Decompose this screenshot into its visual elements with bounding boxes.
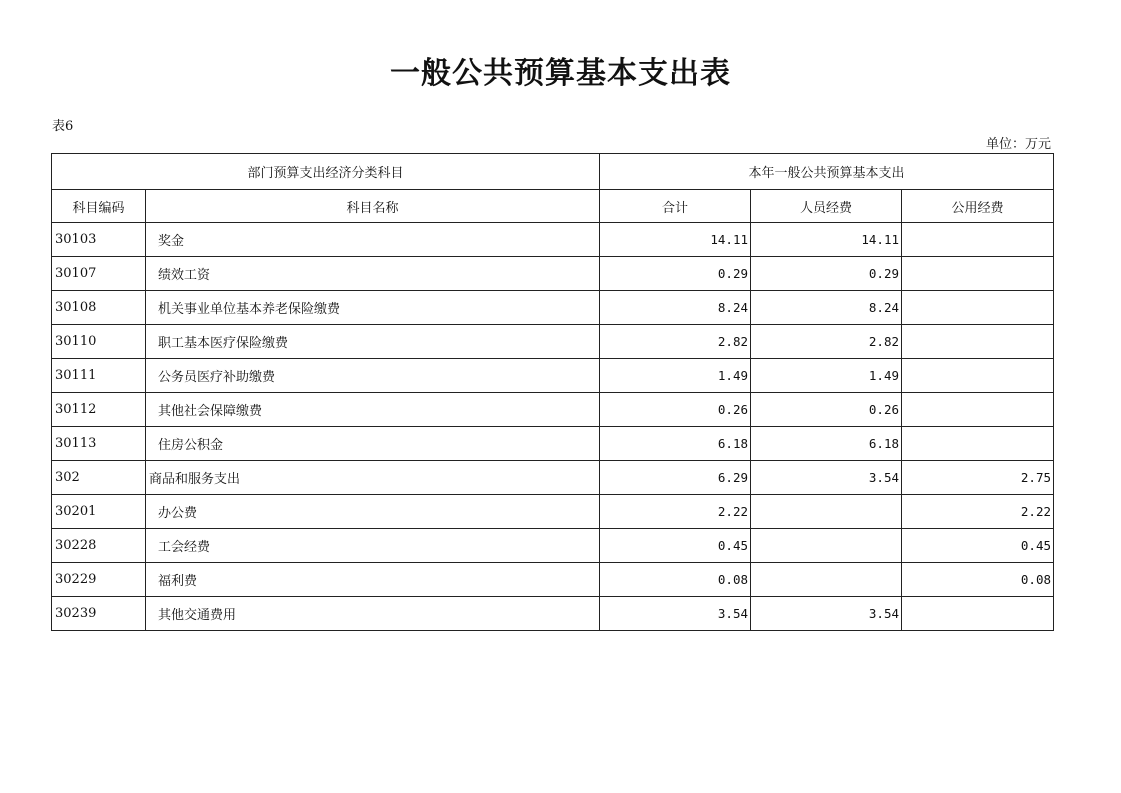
cell-name: 其他社会保障缴费 — [146, 393, 600, 427]
header-personnel: 人员经费 — [751, 190, 902, 223]
cell-total: 1.49 — [600, 359, 751, 393]
table-row — [52, 325, 1054, 359]
cell-personnel: 2.82 — [751, 325, 902, 359]
cell-code: 30239 — [52, 597, 146, 631]
table-row — [52, 257, 1054, 291]
header-subject-code: 科目编码 — [52, 190, 146, 223]
cell-code: 30111 — [52, 359, 146, 393]
cell-name: 机关事业单位基本养老保险缴费 — [146, 291, 600, 325]
cell-code: 302 — [52, 461, 146, 495]
cell-code: 30108 — [52, 291, 146, 325]
cell-total: 2.82 — [600, 325, 751, 359]
cell-name: 奖金 — [146, 223, 600, 257]
header-subject-name: 科目名称 — [146, 190, 600, 223]
table-row — [52, 393, 1054, 427]
cell-total: 6.18 — [600, 427, 751, 461]
cell-total: 8.24 — [600, 291, 751, 325]
cell-public: 2.22 — [902, 495, 1054, 529]
cell-public — [902, 223, 1054, 257]
cell-name: 公务员医疗补助缴费 — [146, 359, 600, 393]
cell-public — [902, 325, 1054, 359]
cell-personnel: 8.24 — [751, 291, 902, 325]
table-number: 表6 — [52, 119, 74, 134]
unit-label: 单位：万元 — [985, 137, 1051, 152]
cell-public — [902, 597, 1054, 631]
cell-public — [902, 427, 1054, 461]
cell-name: 其他交通费用 — [146, 597, 600, 631]
cell-name: 绩效工资 — [146, 257, 600, 291]
cell-code: 30113 — [52, 427, 146, 461]
cell-code: 30103 — [52, 223, 146, 257]
cell-code: 30228 — [52, 529, 146, 563]
header-total: 合计 — [600, 190, 751, 223]
cell-personnel: 0.29 — [751, 257, 902, 291]
table-row — [52, 291, 1054, 325]
cell-total: 0.45 — [600, 529, 751, 563]
table-row — [52, 597, 1054, 631]
table-row — [52, 529, 1054, 563]
cell-personnel — [751, 495, 902, 529]
cell-public: 0.08 — [902, 563, 1054, 597]
cell-code: 30201 — [52, 495, 146, 529]
cell-total: 14.11 — [600, 223, 751, 257]
table-row — [52, 427, 1054, 461]
header-group-classification: 部门预算支出经济分类科目 — [52, 154, 600, 190]
cell-public — [902, 359, 1054, 393]
cell-personnel: 3.54 — [751, 597, 902, 631]
cell-total: 0.08 — [600, 563, 751, 597]
cell-name: 工会经费 — [146, 529, 600, 563]
cell-public — [902, 291, 1054, 325]
cell-public: 0.45 — [902, 529, 1054, 563]
table-row — [52, 359, 1054, 393]
cell-public — [902, 257, 1054, 291]
header-row-columns — [52, 190, 1054, 223]
cell-personnel — [751, 529, 902, 563]
table-row — [52, 461, 1054, 495]
cell-personnel: 0.26 — [751, 393, 902, 427]
cell-code: 30107 — [52, 257, 146, 291]
budget-table — [51, 153, 1054, 631]
cell-total: 2.22 — [600, 495, 751, 529]
cell-personnel: 3.54 — [751, 461, 902, 495]
cell-total: 6.29 — [600, 461, 751, 495]
header-public: 公用经费 — [902, 190, 1054, 223]
document-title: 一般公共预算基本支出表 — [390, 56, 731, 91]
cell-public: 2.75 — [902, 461, 1054, 495]
cell-name: 商品和服务支出 — [146, 461, 600, 495]
cell-code: 30110 — [52, 325, 146, 359]
cell-total: 0.29 — [600, 257, 751, 291]
cell-name: 住房公积金 — [146, 427, 600, 461]
cell-name: 福利费 — [146, 563, 600, 597]
cell-name: 办公费 — [146, 495, 600, 529]
cell-code: 30112 — [52, 393, 146, 427]
cell-code: 30229 — [52, 563, 146, 597]
table-row — [52, 223, 1054, 257]
cell-personnel: 6.18 — [751, 427, 902, 461]
cell-personnel: 1.49 — [751, 359, 902, 393]
cell-total: 3.54 — [600, 597, 751, 631]
table-row — [52, 563, 1054, 597]
cell-total: 0.26 — [600, 393, 751, 427]
cell-public — [902, 393, 1054, 427]
table-row — [52, 495, 1054, 529]
cell-personnel — [751, 563, 902, 597]
header-row-group — [52, 154, 1054, 190]
cell-name: 职工基本医疗保险缴费 — [146, 325, 600, 359]
cell-personnel: 14.11 — [751, 223, 902, 257]
header-group-expenditure: 本年一般公共预算基本支出 — [600, 154, 1054, 190]
